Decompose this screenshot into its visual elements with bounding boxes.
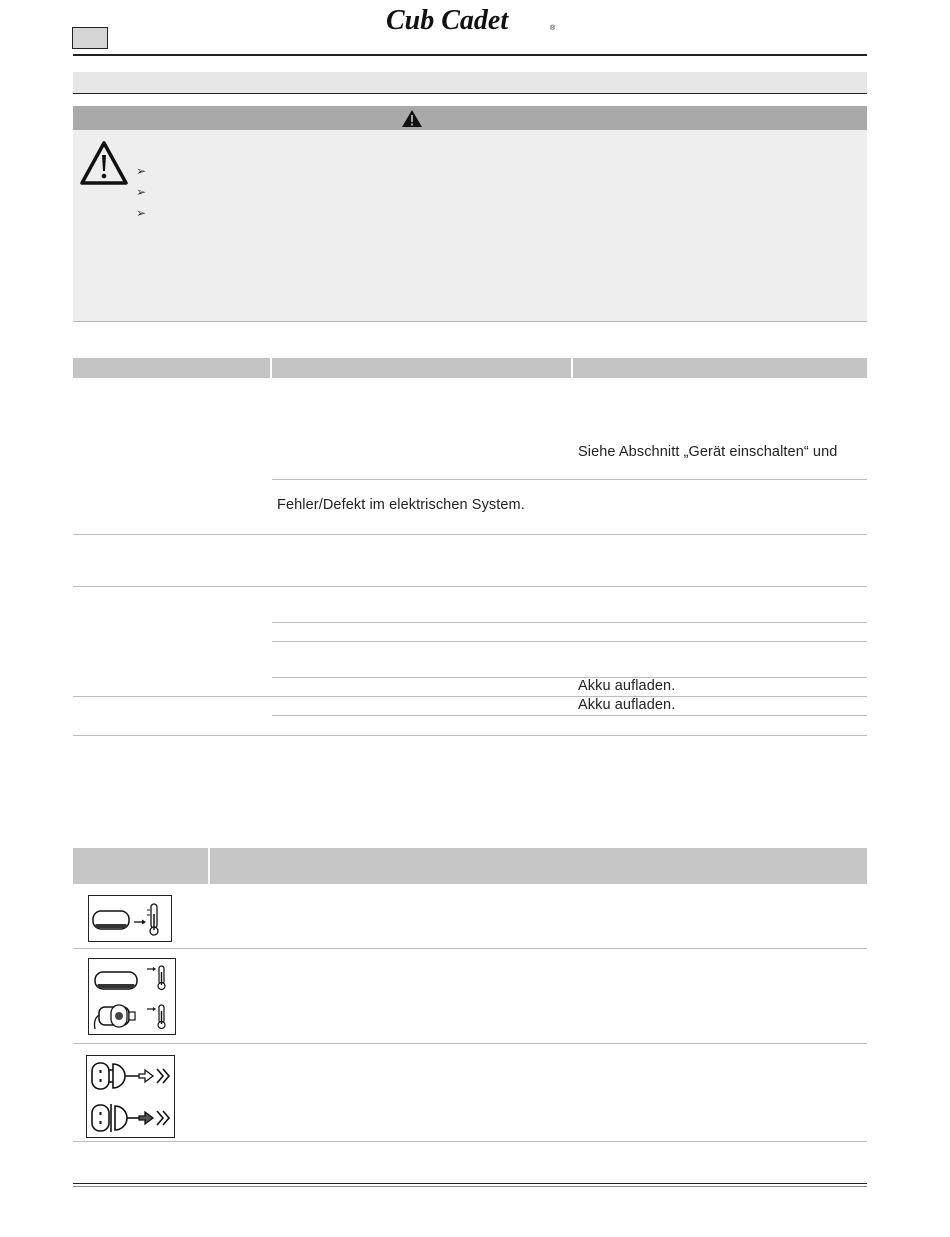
bullet-arrow-1: ➢ xyxy=(136,164,147,178)
warning-body xyxy=(73,130,867,322)
legend-icon-box xyxy=(88,958,176,1035)
footer-rule-light xyxy=(73,1186,867,1187)
row-divider xyxy=(272,641,867,642)
row-divider xyxy=(272,479,867,480)
table-bottom-rule xyxy=(73,735,867,736)
row-divider xyxy=(73,696,867,697)
brand-logo-text: Cub Cadet xyxy=(386,5,509,34)
registered-mark: ® xyxy=(550,25,556,32)
bullet-arrow-3: ➢ xyxy=(136,206,147,220)
battery-charger-temperature-icon xyxy=(89,959,177,1036)
row-divider xyxy=(73,948,867,949)
table-header-solution xyxy=(573,358,867,378)
row-divider xyxy=(272,677,867,678)
row-divider xyxy=(272,715,867,716)
table-cell-cause: Fehler/Defekt im elektrischen System. xyxy=(277,497,525,513)
row-divider xyxy=(272,622,867,623)
warning-header xyxy=(73,106,867,130)
table-cell-solution: Akku aufladen. xyxy=(578,678,676,694)
bullet-arrow-2: ➢ xyxy=(136,185,147,199)
table-header-problem xyxy=(73,358,270,378)
footer-rule xyxy=(73,1183,867,1184)
row-divider xyxy=(73,1043,867,1044)
header-rule xyxy=(73,54,867,56)
legend-header-symbol xyxy=(73,848,208,884)
legend-icon-box xyxy=(88,895,172,942)
table-cell-solution: Akku aufladen. xyxy=(578,697,676,713)
section-heading-bar xyxy=(73,72,867,94)
charger-plug-arrows-icon xyxy=(87,1056,176,1139)
row-divider xyxy=(73,534,867,535)
warning-triangle-icon xyxy=(79,140,129,186)
legend-icon-box xyxy=(86,1055,175,1138)
legend-header-description xyxy=(210,848,867,884)
table-cell-solution: Siehe Abschnitt „Gerät einschalten“ und xyxy=(578,444,838,460)
table-header-cause xyxy=(272,358,571,378)
row-divider xyxy=(73,1141,867,1142)
brand-logo xyxy=(386,4,556,34)
page-number-box xyxy=(72,27,108,49)
row-divider xyxy=(73,586,867,587)
battery-temperature-icon xyxy=(89,896,173,943)
warning-triangle-icon xyxy=(401,109,423,128)
